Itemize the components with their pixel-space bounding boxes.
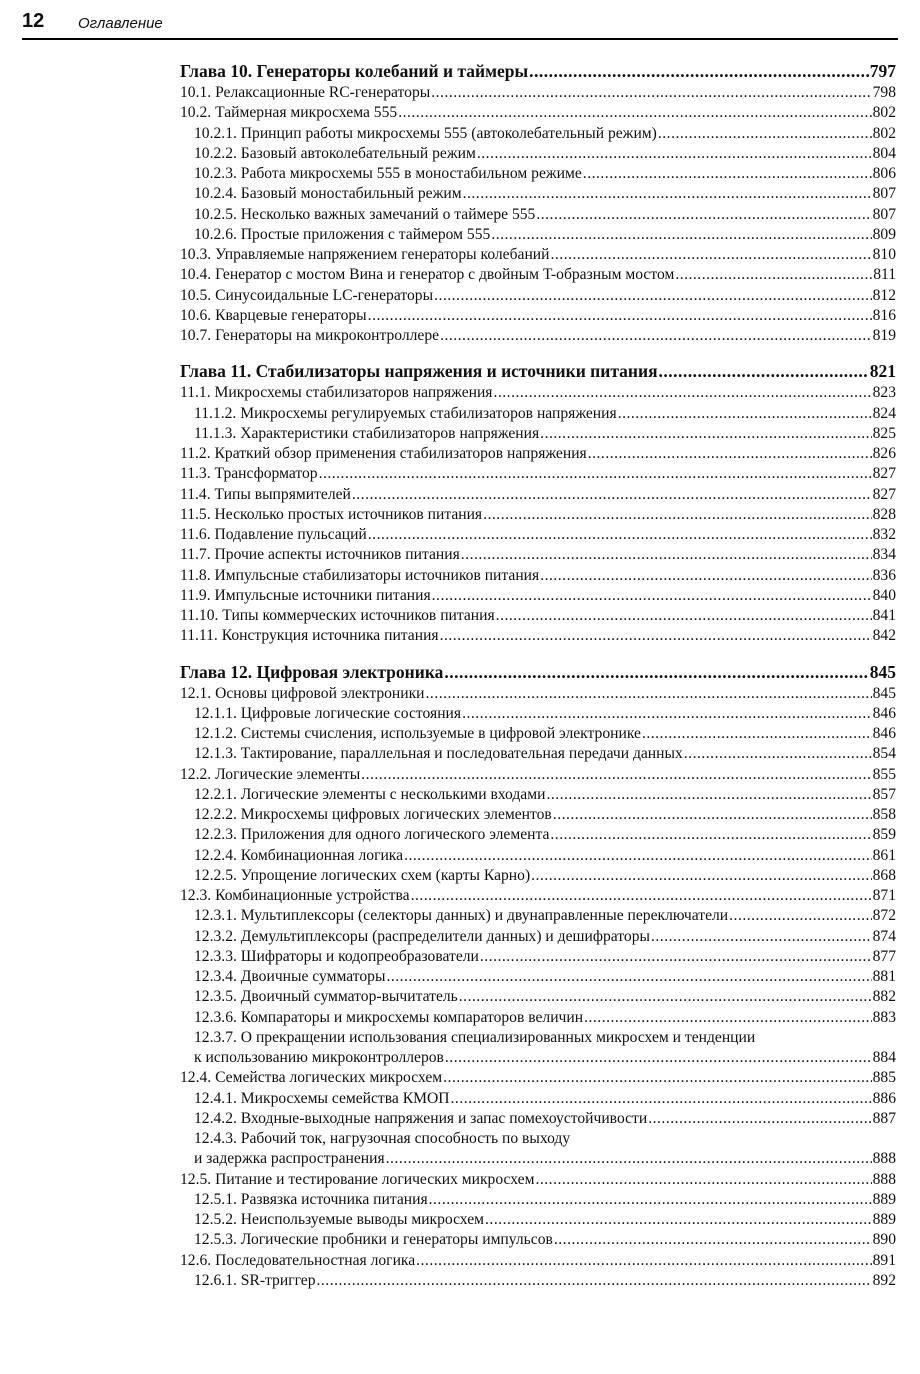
toc-entry-title: 12.2.1. Логические элементы с несколькими входами bbox=[194, 785, 546, 803]
running-title: Оглавление bbox=[78, 15, 163, 32]
toc-entry-title: 10.3. Управляемые напряжением генераторы колебаний bbox=[180, 246, 550, 263]
toc-entry-title: 10.1. Релаксационные RC-генераторы bbox=[180, 84, 431, 101]
toc-entry-title: 12.6.1. SR-триггер bbox=[194, 1271, 316, 1289]
chapter-heading bbox=[180, 360, 896, 383]
toc-page-number: 825 bbox=[872, 424, 896, 442]
toc-page-number: 807 bbox=[872, 185, 896, 203]
dot-leader bbox=[554, 1230, 872, 1250]
chapter-heading bbox=[180, 661, 896, 684]
toc-entry bbox=[180, 704, 896, 724]
toc-entry-title: 11.6. Подавление пульсаций bbox=[180, 526, 367, 543]
toc-entry-title: Глава 11. Стабилизаторы напряжения и источники питания bbox=[180, 361, 658, 382]
toc-entry-title: 10.2.5. Несколько важных замечаний о таймере 555 bbox=[194, 205, 536, 223]
toc-entry-title: к использованию микроконтроллеров bbox=[194, 1049, 444, 1066]
dot-leader bbox=[496, 606, 872, 626]
toc-entry-title: 12.5.1. Развязка источника питания bbox=[194, 1190, 428, 1208]
toc-page-number: 857 bbox=[872, 785, 896, 803]
toc-entry-title: 12.3.2. Демультиплексоры (распределители данных) и дешифраторы bbox=[194, 927, 650, 945]
toc-entry bbox=[180, 606, 896, 626]
toc-page-number: 845 bbox=[872, 684, 896, 702]
toc-page-number: 888 bbox=[872, 1170, 896, 1188]
dot-leader bbox=[432, 586, 872, 606]
toc-entry-title: 12.4.2. Входные-выходные напряжения и запас помехоустойчивости bbox=[194, 1109, 648, 1127]
dot-leader bbox=[550, 825, 871, 845]
toc-entry-title: 11.4. Типы выпрямителей bbox=[180, 485, 351, 503]
toc-page-number: 888 bbox=[872, 1150, 896, 1168]
toc-page-number: 877 bbox=[872, 947, 896, 965]
dot-leader bbox=[536, 205, 871, 225]
toc-page-number: 871 bbox=[872, 887, 896, 904]
toc-entry bbox=[180, 286, 896, 306]
toc-page-number: 846 bbox=[872, 725, 896, 742]
toc-entry bbox=[180, 1190, 896, 1210]
toc-entry-title: 12.1. Основы цифровой электроники bbox=[180, 684, 425, 702]
toc-entry bbox=[180, 326, 896, 346]
dot-leader bbox=[477, 144, 872, 164]
toc-entry bbox=[180, 404, 896, 424]
toc-entry-title: 11.8. Импульсные стабилизаторы источников питания bbox=[180, 566, 540, 584]
toc-entry bbox=[180, 383, 896, 403]
toc-entry-title: 10.2.3. Работа микросхемы 555 в моностабильном режиме bbox=[194, 165, 582, 182]
toc-entry bbox=[180, 626, 896, 646]
dot-leader bbox=[429, 1190, 872, 1210]
toc-entry-title: 11.2. Краткий обзор применения стабилизаторов напряжения bbox=[180, 445, 587, 462]
dot-leader bbox=[618, 404, 872, 424]
toc-page-number: 859 bbox=[872, 826, 896, 844]
dot-leader bbox=[483, 505, 872, 525]
toc-entry-title: 12.3.4. Двоичные сумматоры bbox=[194, 968, 386, 985]
dot-leader bbox=[463, 184, 872, 204]
toc-entry bbox=[180, 967, 896, 987]
dot-leader bbox=[529, 60, 869, 83]
toc-entry bbox=[180, 1068, 896, 1088]
dot-leader bbox=[675, 265, 872, 285]
toc-chapter bbox=[180, 60, 896, 346]
toc-page-number: 868 bbox=[872, 866, 896, 884]
toc-entry-title: 12.1.1. Цифровые логические состояния bbox=[194, 704, 462, 722]
dot-leader bbox=[493, 383, 871, 403]
toc-page-number: 841 bbox=[872, 607, 896, 624]
toc-page-number: 819 bbox=[872, 327, 896, 344]
toc-entry bbox=[180, 846, 896, 866]
toc-entry-title: 12.1.3. Тактирование, параллельная и последовательная передачи данных bbox=[194, 745, 683, 763]
toc-page-number: 810 bbox=[872, 246, 896, 263]
toc-entry-title: и задержка распространения bbox=[194, 1150, 385, 1168]
toc-page-number: 883 bbox=[872, 1008, 896, 1026]
toc-entry bbox=[180, 485, 896, 505]
toc-entry bbox=[180, 144, 896, 164]
toc-entry-title: 10.2.2. Базовый автоколебательный режим bbox=[194, 144, 476, 162]
dot-leader bbox=[540, 566, 871, 586]
dot-leader bbox=[368, 525, 872, 545]
toc-entry-title: 12.1.2. Системы счисления, используемые в цифровой электронике bbox=[194, 725, 641, 742]
toc-entry bbox=[180, 805, 896, 825]
toc-page-number: 872 bbox=[872, 907, 896, 925]
toc-entry bbox=[180, 1251, 896, 1271]
toc-entry bbox=[180, 744, 896, 764]
dot-leader bbox=[535, 1170, 871, 1190]
dot-leader bbox=[426, 684, 872, 704]
toc-page-number: 892 bbox=[872, 1271, 896, 1289]
toc-page-number: 884 bbox=[872, 1049, 896, 1066]
dot-leader bbox=[531, 866, 871, 886]
toc-entry bbox=[180, 1089, 896, 1109]
dot-leader bbox=[444, 661, 868, 684]
toc-entry-title: 11.5. Несколько простых источников питания bbox=[180, 505, 483, 523]
toc-entry-title: 10.7. Генераторы на микроконтроллере bbox=[180, 327, 440, 344]
toc-page-number: 885 bbox=[872, 1069, 896, 1087]
toc-entry-title: 11.1.2. Микросхемы регулируемых стабилизаторов напряжения bbox=[194, 404, 617, 422]
toc-entry-title: 12.2.4. Комбинационная логика bbox=[194, 846, 404, 864]
toc-entry bbox=[180, 886, 896, 906]
toc-entry-title: 12.6. Последовательностная логика bbox=[180, 1251, 416, 1269]
dot-leader bbox=[584, 1008, 872, 1028]
toc-entry bbox=[180, 124, 896, 144]
toc-entry-title: 12.3.6. Компараторы и микросхемы компараторов величин bbox=[194, 1008, 584, 1026]
toc-entry-title: 10.6. Кварцевые генераторы bbox=[180, 306, 367, 324]
toc-page-number: 845 bbox=[869, 661, 896, 682]
toc-entry-title: 11.10. Типы коммерческих источников питания bbox=[180, 607, 495, 624]
toc-entry-title: 10.2.1. Принцип работы микросхемы 555 (автоколебательный режим) bbox=[194, 124, 657, 142]
dot-leader bbox=[398, 103, 871, 123]
dot-leader bbox=[546, 785, 871, 805]
toc-page-number: 827 bbox=[872, 485, 896, 503]
toc-entry-title: 12.3.1. Мультиплексоры (селекторы данных) и двунаправленные переключатели bbox=[194, 907, 729, 925]
dot-leader bbox=[416, 1251, 871, 1271]
toc-page-number: 886 bbox=[872, 1089, 896, 1107]
toc-entry bbox=[180, 245, 896, 265]
toc-entry-title: 11.7. Прочие аспекты источников питания bbox=[180, 546, 460, 564]
toc-page-number: 836 bbox=[872, 566, 896, 584]
toc-page-number: 855 bbox=[872, 765, 896, 783]
toc-entry bbox=[180, 1230, 896, 1250]
toc-entry bbox=[180, 1210, 896, 1230]
dot-leader bbox=[553, 805, 872, 825]
toc-entry-title: 12.5. Питание и тестирование логических микросхем bbox=[180, 1170, 535, 1188]
dot-leader bbox=[386, 967, 871, 987]
toc-page-number: 806 bbox=[872, 165, 896, 182]
dot-leader bbox=[431, 83, 871, 103]
toc-page-number: 861 bbox=[872, 846, 896, 864]
toc-page-number: 889 bbox=[872, 1190, 896, 1208]
toc-page-number: 824 bbox=[872, 404, 896, 422]
toc-entry bbox=[180, 464, 896, 484]
toc-entry bbox=[180, 424, 896, 444]
toc-entry bbox=[180, 987, 896, 1007]
toc-entry bbox=[180, 184, 896, 204]
table-of-contents bbox=[180, 60, 896, 1305]
toc-page-number: 807 bbox=[872, 205, 896, 223]
dot-leader bbox=[434, 286, 872, 306]
toc-page-number: 804 bbox=[872, 144, 896, 162]
dot-leader bbox=[648, 1109, 871, 1129]
toc-entry bbox=[180, 947, 896, 967]
dot-leader bbox=[642, 724, 872, 744]
toc-page-number: 798 bbox=[872, 84, 896, 101]
page-number: 12 bbox=[22, 10, 45, 32]
chapter-heading bbox=[180, 60, 896, 83]
toc-entry-title: 12.4. Семейства логических микросхем bbox=[180, 1069, 443, 1087]
toc-page-number: 840 bbox=[872, 586, 896, 604]
toc-page-number: 882 bbox=[872, 988, 896, 1006]
toc-entry-title-line: 12.4.3. Рабочий ток, нагрузочная способность по выходу bbox=[194, 1130, 571, 1147]
toc-entry-title: Глава 12. Цифровая электроника bbox=[180, 661, 444, 682]
dot-leader bbox=[404, 846, 872, 866]
toc-entry-title: 10.2. Таймерная микросхема 555 bbox=[180, 104, 398, 122]
toc-page-number: 874 bbox=[872, 927, 896, 945]
toc-entry-title: 11.3. Трансформатор bbox=[180, 465, 318, 483]
toc-page-number: 821 bbox=[869, 361, 896, 382]
dot-leader bbox=[443, 1068, 871, 1088]
toc-entry bbox=[180, 906, 896, 926]
page-header bbox=[22, 12, 898, 40]
dot-leader bbox=[459, 987, 872, 1007]
toc-entry bbox=[180, 765, 896, 785]
toc-page-number: 823 bbox=[872, 384, 896, 402]
dot-leader bbox=[440, 626, 872, 646]
toc-entry-title: 12.5.2. Неиспользуемые выводы микросхем bbox=[194, 1211, 485, 1228]
dot-leader bbox=[658, 124, 872, 144]
dot-leader bbox=[485, 1210, 872, 1230]
toc-entry-title: 11.1. Микросхемы стабилизаторов напряжения bbox=[180, 384, 493, 402]
toc-entry-title: 12.3.5. Двоичный сумматор-вычитатель bbox=[194, 988, 458, 1006]
dot-leader bbox=[361, 765, 871, 785]
toc-page-number: 811 bbox=[873, 266, 896, 284]
toc-page-number: 881 bbox=[872, 968, 896, 985]
toc-chapter bbox=[180, 661, 896, 1292]
toc-entry-title: 10.5. Синусоидальные LC-генераторы bbox=[180, 286, 434, 304]
toc-entry-title: 10.4. Генератор с мостом Вина и генератор с двойным T-образным мостом bbox=[180, 266, 675, 284]
toc-entry-title-line: 12.3.7. О прекращении использования специализированных микросхем и тенденции bbox=[194, 1028, 756, 1046]
dot-leader bbox=[480, 947, 872, 967]
toc-page-number: 854 bbox=[872, 745, 896, 763]
toc-page-number: 809 bbox=[872, 225, 896, 243]
toc-page-number: 816 bbox=[872, 306, 896, 324]
toc-entry bbox=[180, 225, 896, 245]
toc-entry bbox=[180, 1170, 896, 1190]
dot-leader bbox=[451, 1089, 872, 1109]
toc-entry bbox=[180, 927, 896, 947]
dot-leader bbox=[659, 360, 869, 383]
toc-entry-title: 12.2.3. Приложения для одного логического элемента bbox=[194, 826, 550, 844]
toc-page-number: 889 bbox=[872, 1211, 896, 1228]
dot-leader bbox=[651, 927, 872, 947]
toc-entry bbox=[180, 866, 896, 886]
toc-entry bbox=[180, 1008, 896, 1028]
toc-page-number: 846 bbox=[872, 704, 896, 722]
dot-leader bbox=[684, 744, 872, 764]
dot-leader bbox=[462, 704, 872, 724]
toc-entry bbox=[180, 785, 896, 805]
toc-entry bbox=[180, 1271, 896, 1291]
toc-entry bbox=[180, 545, 896, 565]
toc-entry-title: 12.3. Комбинационные устройства bbox=[180, 887, 410, 904]
toc-entry-title: 10.2.6. Простые приложения с таймером 555 bbox=[194, 225, 491, 243]
toc-entry bbox=[180, 444, 896, 464]
toc-entry bbox=[180, 684, 896, 704]
toc-entry bbox=[180, 825, 896, 845]
toc-entry-title: 12.2.5. Упрощение логических схем (карты Карно) bbox=[194, 866, 531, 884]
toc-entry bbox=[180, 83, 896, 103]
toc-entry bbox=[180, 505, 896, 525]
dot-leader bbox=[729, 906, 871, 926]
toc-entry bbox=[180, 1048, 896, 1068]
dot-leader bbox=[352, 485, 872, 505]
dot-leader bbox=[368, 306, 872, 326]
dot-leader bbox=[461, 545, 872, 565]
toc-entry-title: 12.3.3. Шифраторы и кодопреобразователи bbox=[194, 947, 479, 965]
toc-entry bbox=[180, 1149, 896, 1169]
toc-entry-title: 11.9. Импульсные источники питания bbox=[180, 586, 431, 604]
toc-page-number: 842 bbox=[872, 627, 896, 645]
toc-entry-title: 11.1.3. Характеристики стабилизаторов напряжения bbox=[194, 424, 540, 442]
dot-leader bbox=[583, 164, 872, 184]
toc-entry bbox=[180, 525, 896, 545]
toc-page-number: 827 bbox=[872, 465, 896, 483]
toc-page-number: 834 bbox=[872, 546, 896, 564]
toc-entry bbox=[180, 205, 896, 225]
toc-entry-title: 11.11. Конструкция источника питания bbox=[180, 627, 439, 645]
toc-page-number: 828 bbox=[872, 505, 896, 523]
dot-leader bbox=[540, 424, 871, 444]
toc-entry bbox=[180, 164, 896, 184]
toc-entry-title: 10.2.4. Базовый моностабильный режим bbox=[194, 185, 462, 203]
dot-leader bbox=[551, 245, 872, 265]
toc-page-number: 812 bbox=[872, 286, 896, 304]
dot-leader bbox=[440, 326, 872, 346]
dot-leader bbox=[411, 886, 872, 906]
toc-entry bbox=[180, 103, 896, 123]
toc-entry bbox=[180, 724, 896, 744]
toc-entry-title: 12.2.2. Микросхемы цифровых логических элементов bbox=[194, 806, 552, 823]
toc-entry-title: 12.4.1. Микросхемы семейства КМОП bbox=[194, 1089, 450, 1107]
dot-leader bbox=[491, 225, 871, 245]
toc-entry-title: Глава 10. Генераторы колебаний и таймеры bbox=[180, 61, 529, 81]
toc-page-number: 797 bbox=[869, 61, 896, 81]
toc-page-number: 802 bbox=[872, 104, 896, 122]
toc-entry bbox=[180, 566, 896, 586]
toc-entry bbox=[180, 265, 896, 285]
toc-entry bbox=[180, 586, 896, 606]
dot-leader bbox=[319, 464, 872, 484]
toc-page-number: 890 bbox=[872, 1231, 896, 1249]
dot-leader bbox=[386, 1149, 872, 1169]
toc-page-number: 858 bbox=[872, 806, 896, 823]
toc-page-number: 887 bbox=[872, 1109, 896, 1127]
toc-page-number: 832 bbox=[872, 526, 896, 543]
toc-entry bbox=[180, 306, 896, 326]
toc-chapter bbox=[180, 360, 896, 646]
toc-entry-title: 12.2. Логические элементы bbox=[180, 765, 361, 783]
toc-entry bbox=[180, 1109, 896, 1129]
toc-page-number: 891 bbox=[872, 1251, 896, 1269]
dot-leader bbox=[317, 1271, 872, 1291]
dot-leader bbox=[445, 1048, 872, 1068]
dot-leader bbox=[588, 444, 872, 464]
toc-entry-title: 12.5.3. Логические пробники и генераторы импульсов bbox=[194, 1231, 553, 1249]
toc-page-number: 826 bbox=[872, 445, 896, 462]
toc-page-number: 802 bbox=[872, 124, 896, 142]
